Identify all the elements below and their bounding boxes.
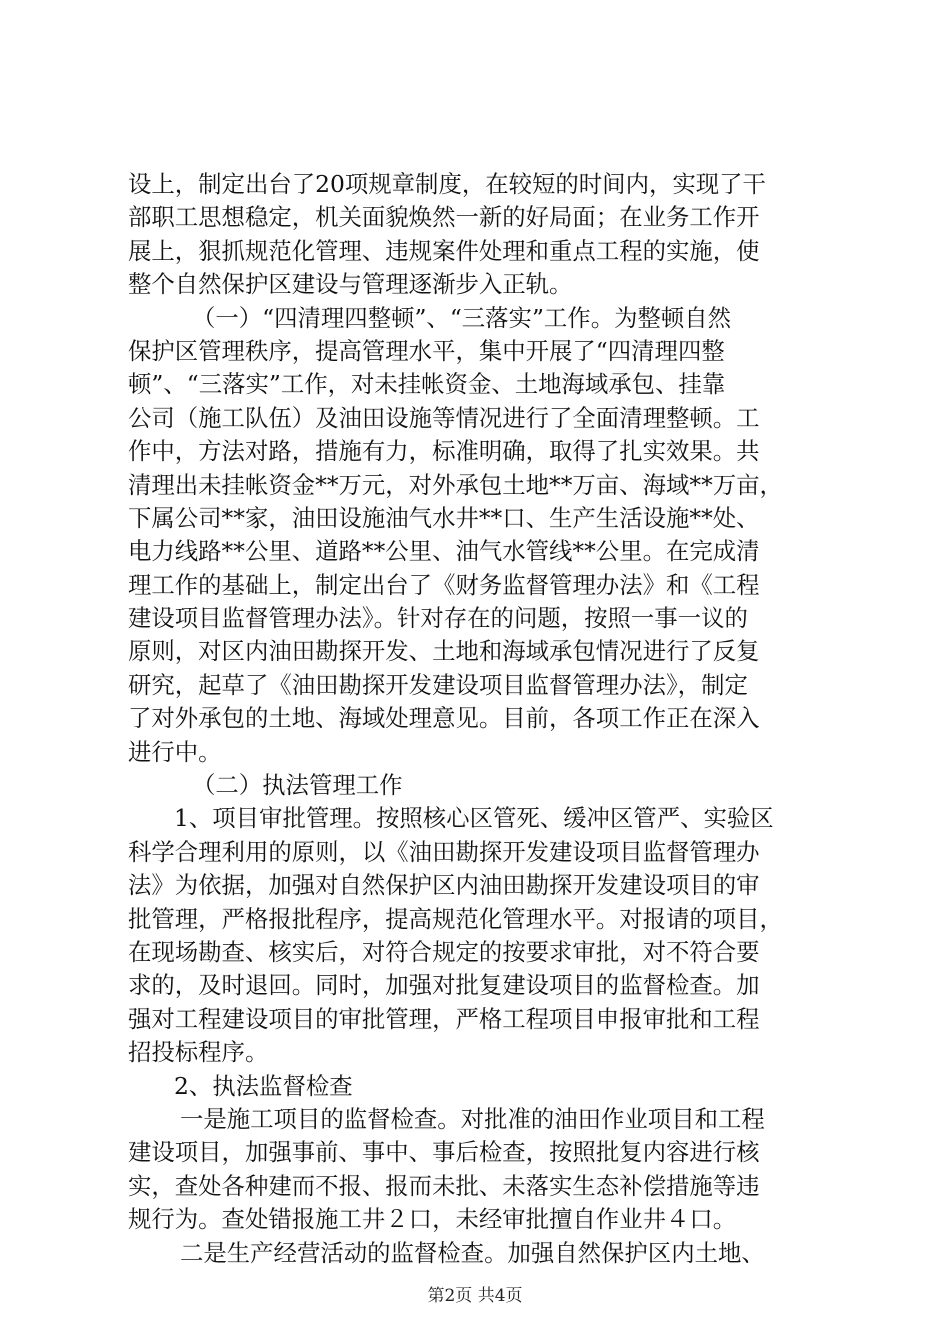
text-line: 求的，及时退回。同时，加强对批复建设项目的监督检查。加 bbox=[128, 971, 760, 1000]
text-line: 进行中。 bbox=[128, 737, 222, 766]
text-line: 招投标程序。 bbox=[128, 1038, 269, 1067]
text-line: 作中，方法对路，措施有力，标准明确，取得了扎实效果。共 bbox=[128, 437, 760, 466]
text-line: 电力线路**公里、道路**公里、油气水管线**公里。在完成清 bbox=[128, 537, 760, 566]
text-line: 建设项目，加强事前、事中、事后检查，按照批复内容进行核 bbox=[128, 1138, 760, 1167]
text-line: 清理出未挂帐资金**万元，对外承包土地**万亩、海域**万亩， bbox=[128, 470, 783, 499]
text-line: 设上，制定出台了20项规章制度，在较短的时间内，实现了干 bbox=[128, 170, 766, 198]
text-line: 部职工思想稳定，机关面貌焕然一新的好局面；在业务工作开 bbox=[128, 203, 760, 232]
text-line: 在现场勘查、核实后，对符合规定的按要求审批，对不符合要 bbox=[128, 937, 760, 966]
text-line: 理工作的基础上，制定出台了《财务监督管理办法》和《工程 bbox=[128, 570, 760, 599]
section-heading-2: （二）执法管理工作 bbox=[192, 771, 403, 800]
subsection-heading-1: 1、项目审批管理。按照核心区管死、缓冲区管严、实验区 bbox=[174, 804, 774, 833]
text-line: 批管理，严格报批程序，提高规范化管理水平。对报请的项目， bbox=[128, 904, 783, 933]
document-body bbox=[128, 168, 838, 1270]
subsection-heading-2: 2、执法监督检查 bbox=[174, 1071, 353, 1100]
text-line: 整个自然保护区建设与管理逐渐步入正轨。 bbox=[128, 270, 573, 299]
text-line: 建设项目监督管理办法》。针对存在的问题，按照一事一议的 bbox=[128, 604, 748, 633]
text-line: 保护区管理秩序，提高管理水平，集中开展了“四清理四整 bbox=[128, 336, 725, 365]
text-line: 研究，起草了《油田勘探开发建设项目监督管理办法》，制定 bbox=[128, 670, 748, 699]
paragraph-start: 二是生产经营活动的监督检查。加强自然保护区内土地、 bbox=[180, 1238, 765, 1267]
text-line: 原则，对区内油田勘探开发、土地和海域承包情况进行了反复 bbox=[128, 637, 760, 666]
text-line: 实，查处各种建而不报、报而未批、未落实生态补偿措施等违 bbox=[128, 1171, 760, 1200]
text-line: 下属公司**家，油田设施油气水井**口、生产生活设施**处、 bbox=[128, 503, 760, 532]
text-line: 顿”、“三落实”工作，对未挂帐资金、土地海域承包、挂靠 bbox=[128, 370, 726, 399]
text-line: 展上，狠抓规范化管理、违规案件处理和重点工程的实施，使 bbox=[128, 236, 760, 265]
text-line: 法》为依据，加强对自然保护区内油田勘探开发建设项目的审 bbox=[128, 871, 760, 900]
paragraph-start: 一是施工项目的监督检查。对批准的油田作业项目和工程 bbox=[180, 1104, 765, 1133]
section-heading-1: （一）“四清理四整顿”、“三落实”工作。为整顿自然 bbox=[192, 303, 732, 332]
text-line: 了对外承包的土地、海域处理意见。目前，各项工作正在深入 bbox=[128, 704, 760, 733]
text-line: 科学合理利用的原则，以《油田勘探开发建设项目监督管理办 bbox=[128, 837, 760, 866]
page-footer: 第2页 共4页 bbox=[427, 1286, 523, 1306]
text-line: 强对工程建设项目的审批管理，严格工程项目申报审批和工程 bbox=[128, 1004, 760, 1033]
text-line: 规行为。查处错报施工井２口，未经审批擅自作业井４口。 bbox=[128, 1205, 737, 1234]
text-line: 公司（施工队伍）及油田设施等情况进行了全面清理整顿。工 bbox=[128, 403, 760, 432]
